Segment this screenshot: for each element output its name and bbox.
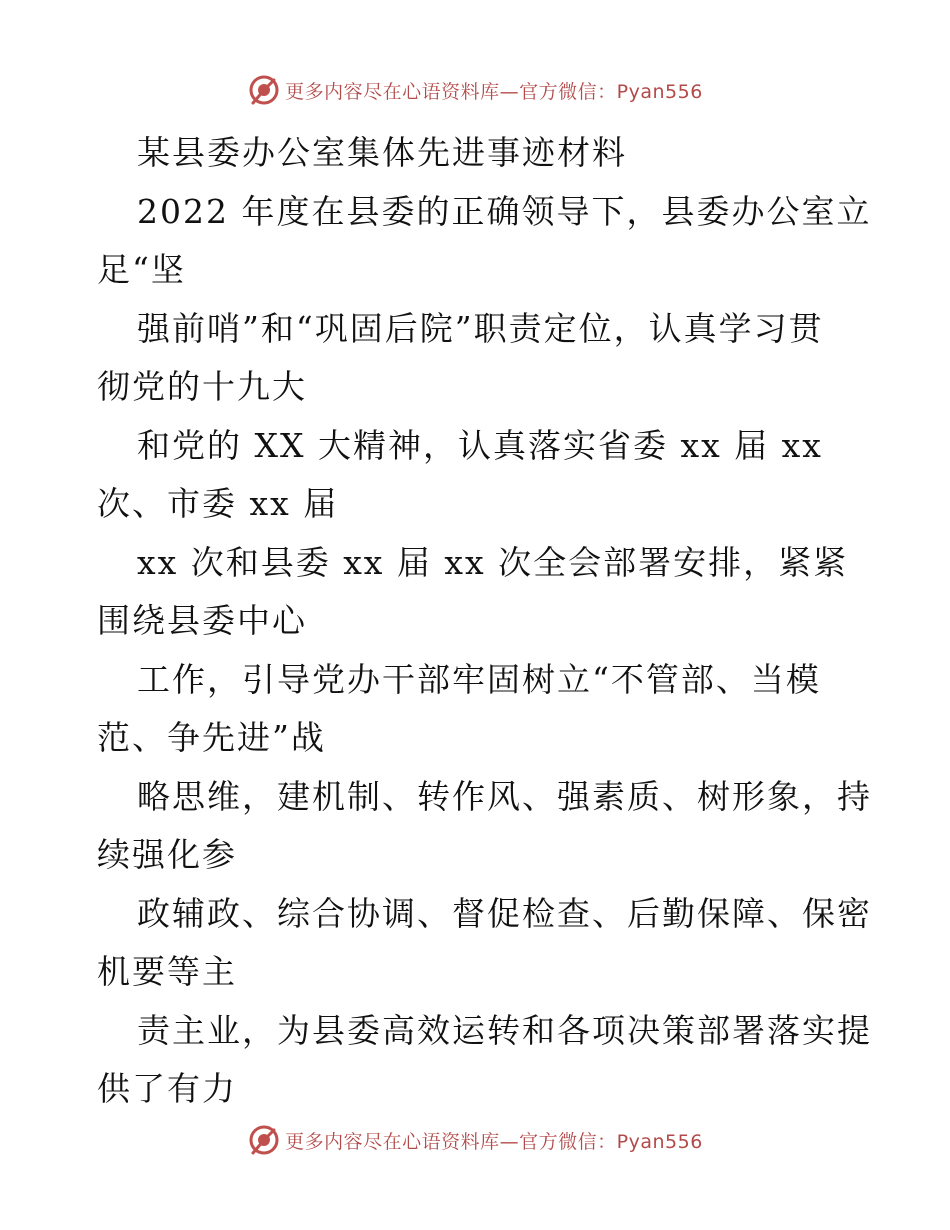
body-line: 强前哨”和“巩固后院”职责定位，认真学习贯: [137, 308, 824, 348]
body-line: 足“坚: [97, 250, 186, 289]
pen-circle-logo-icon: [247, 1123, 281, 1157]
body-line: 政辅政、综合协调、督促检查、后勤保障、保密: [137, 893, 872, 933]
document-title: 某县委办公室集体先进事迹材料: [137, 133, 627, 172]
body-line: 机要等主: [97, 952, 237, 991]
body-line: 略思维，建机制、转作风、强素质、树形象，持: [137, 776, 872, 816]
document-body: [97, 124, 872, 1119]
body-line: 范、争先进”战: [97, 718, 326, 757]
body-line: 工作，引导党办干部牢固树立“不管部、当模: [137, 659, 821, 699]
body-line: 围绕县委中心: [97, 601, 307, 640]
header-banner: [0, 70, 950, 110]
body-line: 续强化参: [97, 835, 237, 874]
body-line: 责主业，为县委高效运转和各项决策部署落实提: [137, 1010, 872, 1050]
header-banner-inner: [247, 73, 703, 107]
footer-banner-inner: [247, 1123, 703, 1157]
body-line: 供了有力: [97, 1069, 237, 1108]
body-line: xx 次和县委 xx 届 xx 次全会部署安排，紧紧: [137, 542, 849, 582]
footer-banner: [0, 1120, 950, 1160]
footer-banner-text: 更多内容尽在心语资料库—官方微信：Pyan556: [285, 1130, 703, 1153]
body-line: 2022 年度在县委的正确领导下，县委办公室立: [137, 191, 872, 231]
header-banner-text: 更多内容尽在心语资料库—官方微信：Pyan556: [285, 80, 703, 103]
body-line: 次、市委 xx 届: [97, 484, 339, 523]
pen-circle-logo-icon: [247, 73, 281, 107]
body-line: 彻党的十九大: [97, 367, 307, 406]
body-line: 和党的 XX 大精神，认真落实省委 xx 届 xx: [137, 425, 823, 465]
